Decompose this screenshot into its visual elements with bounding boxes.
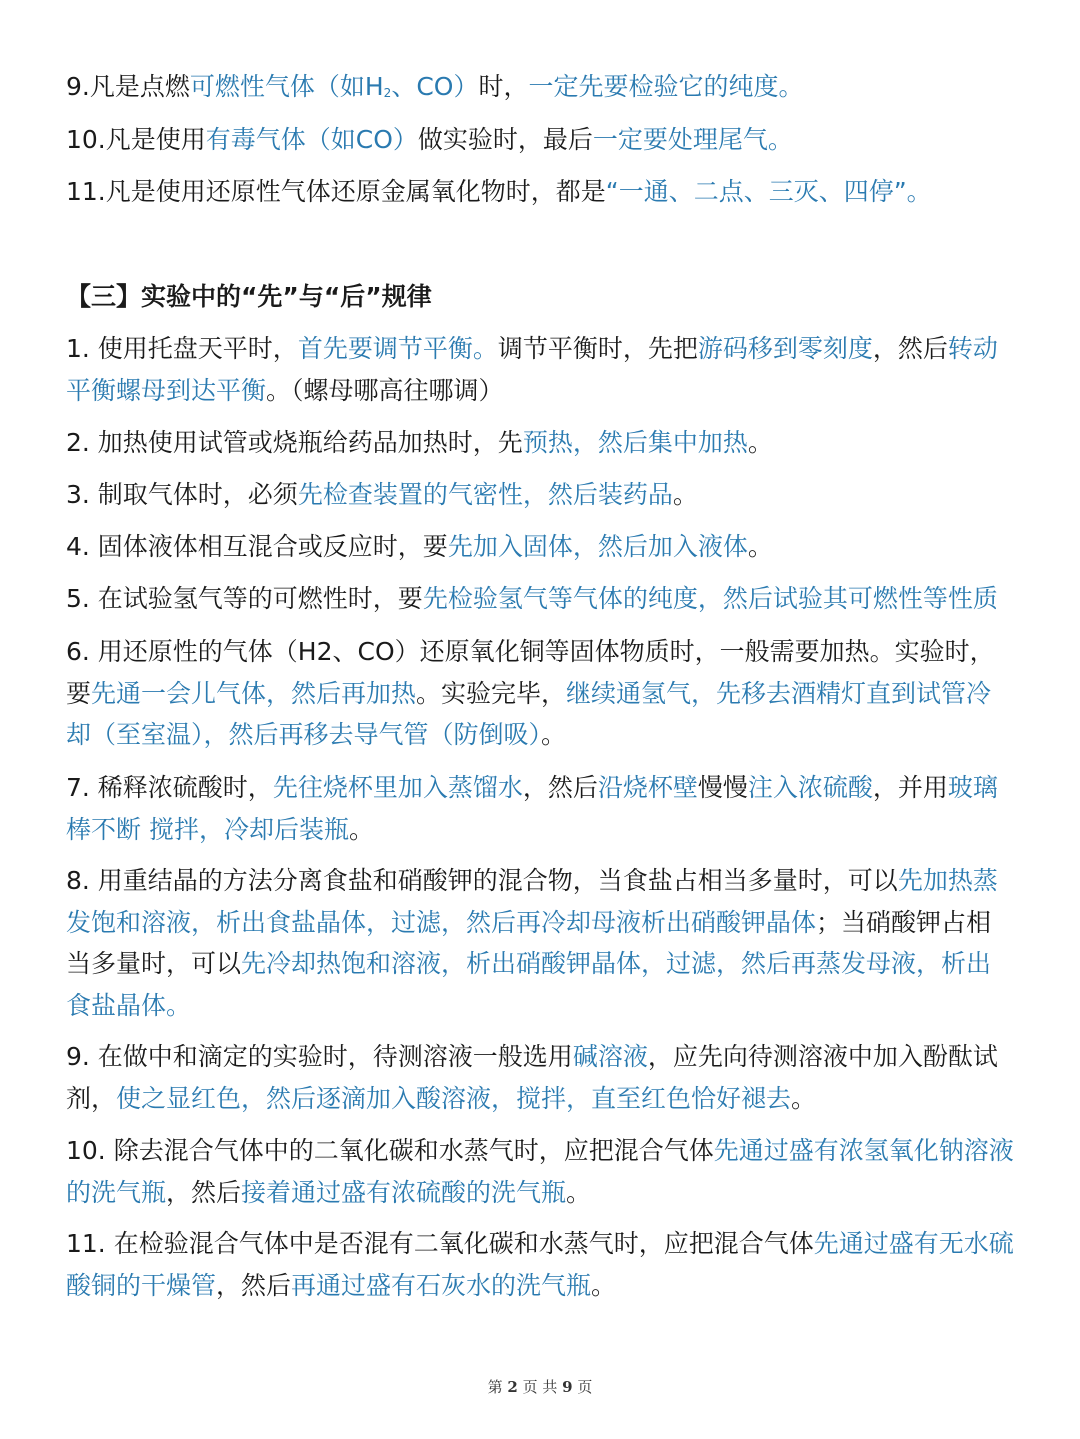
order-item-1 — [66, 328, 1016, 411]
highlighted-text: 游码移到零刻度 — [697, 334, 873, 363]
highlighted-text: 沿烧杯壁 — [597, 773, 698, 802]
highlighted-text: 预热，然后集中加热 — [522, 428, 748, 457]
body-text: 11.凡是使用还原性气体还原金属氧化物时，都是 — [66, 177, 606, 206]
section-title: 【三】实验中的“先”与“后”规律 — [66, 282, 432, 311]
footer-mid: 页 共 — [522, 1378, 558, 1396]
highlighted-text: 转动平衡螺母到达平衡 — [66, 334, 998, 405]
body-text: 1. 使用托盘天平时， — [66, 334, 298, 363]
highlighted-text: 再通过盛有石灰水的洗气瓶 — [291, 1270, 592, 1300]
highlighted-text: 先往烧杯里加入蒸馏水 — [272, 773, 523, 802]
rule-item-9 — [66, 66, 1016, 115]
order-item-6 — [66, 631, 1016, 756]
body-text: 8. 用重结晶的方法分离食盐和硝酸钾的混合物，当食盐占相当多量时，可以 — [66, 866, 898, 895]
body-text: 4. 固体液体相互混合或反应时，要 — [66, 532, 448, 561]
highlighted-text: 继续通氢气，先移去酒精灯直到试管冷却（至室温），然后再移去导气管（防倒吸） — [66, 678, 992, 749]
body-text: ；当硝酸钾占相当多量时，可以 — [66, 907, 992, 978]
body-text: 。 — [747, 428, 773, 457]
order-item-3 — [66, 474, 1016, 516]
highlighted-text: 先加热蒸发饱和溶液，析出食盐晶体，过滤，然后再冷却母液析出硝酸钾晶体 — [66, 866, 998, 937]
body-text: ，并用 — [872, 773, 948, 802]
rule-item-10 — [66, 119, 1016, 161]
highlighted-text: 先通一会儿气体，然后再加热 — [91, 678, 417, 708]
highlighted-text: 可燃性气体（如H — [189, 72, 384, 101]
page-footer — [0, 1376, 1080, 1397]
body-text: 。 — [348, 814, 374, 844]
highlighted-text: 碱溶液 — [572, 1042, 648, 1071]
body-text: 。 — [747, 532, 773, 561]
highlighted-text: 2 — [383, 86, 392, 100]
body-text: 2. 加热使用试管或烧瓶给药品加热时，先 — [66, 428, 523, 457]
body-text: 时， — [478, 72, 529, 101]
rule-item-11 — [66, 171, 1016, 213]
highlighted-text: 首先要调节平衡。 — [297, 334, 498, 363]
order-item-9 — [66, 1036, 1016, 1119]
order-item-7 — [66, 767, 1016, 850]
order-item-10 — [66, 1130, 1016, 1213]
highlighted-text: 注入浓硫酸 — [747, 773, 873, 802]
highlighted-text: 一定先要检验它的纯度。 — [528, 72, 804, 101]
body-text: 。 — [541, 720, 567, 749]
footer-total-pages: 9 — [562, 1378, 573, 1396]
highlighted-text: 接着通过盛有浓硫酸的洗气瓶 — [241, 1177, 567, 1207]
body-text: 9.凡是点燃 — [66, 72, 190, 101]
highlighted-text: 先通过盛有浓氢氧化钠溶液的洗气瓶 — [66, 1136, 1014, 1207]
body-text: ，应先向待测溶液中加入酚酞试剂， — [66, 1042, 998, 1113]
body-text: ，然后 — [522, 773, 598, 802]
highlighted-text: 有毒气体（如CO） — [205, 125, 418, 154]
footer-suffix: 页 — [577, 1378, 593, 1396]
body-text: 。 — [566, 1177, 592, 1207]
highlighted-text: “一通、二点、三灭、四停”。 — [605, 177, 932, 206]
body-text: ，然后 — [216, 1270, 292, 1300]
highlighted-text: 、CO） — [391, 72, 479, 101]
highlighted-text: 使之显红色，然后逐滴加入酸溶液，搅拌，直至红色恰好褪去 — [116, 1083, 792, 1113]
highlighted-text: 先加入固体，然后加入液体 — [447, 532, 748, 561]
order-item-5 — [66, 578, 1016, 620]
body-text: 5. 在试验氢气等的可燃性时，要 — [66, 584, 423, 613]
body-text: 。实验完毕， — [416, 678, 567, 708]
body-text: 。 — [591, 1270, 617, 1300]
highlighted-text: 先通过盛有无水硫酸铜的干燥管 — [66, 1229, 1014, 1300]
body-text: 11. 在检验混合气体中是否混有二氧化碳和水蒸气时，应把混合气体 — [66, 1229, 814, 1258]
body-text: ，然后 — [872, 334, 948, 363]
highlighted-text: 玻璃棒不断 搅拌，冷却后装瓶 — [66, 773, 998, 844]
body-text: 10.凡是使用 — [66, 125, 206, 154]
body-text: 。（螺母哪高往哪调） — [266, 375, 504, 405]
order-item-11 — [66, 1223, 1016, 1306]
order-item-2 — [66, 422, 1016, 464]
body-text: 9. 在做中和滴定的实验时，待测溶液一般选用 — [66, 1042, 573, 1071]
body-text: 做实验时，最后 — [417, 125, 593, 154]
highlighted-text: 先冷却热饱和溶液，析出硝酸钾晶体，过滤，然后再蒸发母液，析出食盐晶体。 — [66, 949, 992, 1020]
order-item-4 — [66, 526, 1016, 568]
body-text: 调节平衡时，先把 — [497, 334, 698, 363]
footer-prefix: 第 — [487, 1378, 503, 1396]
body-text: 6. 用还原性的气体（H2、CO）还原氧化铜等固体物质时，一般需要加热。实验时，要 — [66, 637, 995, 708]
highlighted-text: 先检验氢气等气体的纯度，然后试验其可燃性等性质 — [422, 584, 998, 613]
body-text: 10. 除去混合气体中的二氧化碳和水蒸气时，应把混合气体 — [66, 1136, 714, 1165]
footer-page-number: 2 — [507, 1378, 518, 1396]
highlighted-text: 先检查装置的气密性，然后装药品 — [297, 480, 673, 509]
body-text: ，然后 — [166, 1177, 242, 1207]
body-text: 7. 稀释浓硫酸时， — [66, 773, 273, 802]
body-text: 3. 制取气体时，必须 — [66, 480, 298, 509]
body-text: 。 — [672, 480, 698, 509]
order-item-8 — [66, 860, 1016, 1026]
body-text: 。 — [791, 1083, 817, 1113]
highlighted-text: 一定要处理尾气。 — [592, 125, 793, 154]
body-text: 慢慢 — [697, 773, 748, 802]
